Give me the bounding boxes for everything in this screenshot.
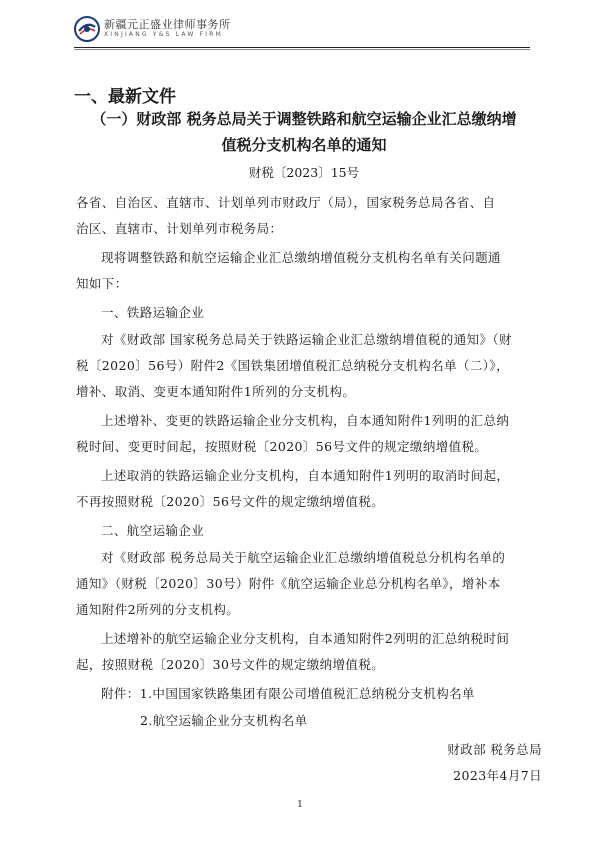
doc-title-line1: （一）财政部 税务总局关于调整铁路和航空运输企业汇总缴纳增 bbox=[91, 110, 517, 128]
signature-issuer: 财政部 税务总局 bbox=[447, 742, 542, 757]
body-line: 对《财政部 国家税务总局关于铁路运输企业汇总缴纳增值税的通知》（财 bbox=[101, 332, 512, 347]
body-line: 增补、取消、变更本通知附件1所列的分支机构。 bbox=[76, 384, 356, 399]
page-header bbox=[74, 14, 534, 46]
signature-date: 2023年4月7日 bbox=[453, 768, 542, 783]
doc-title-line2: 值税分支机构名单的通知 bbox=[221, 136, 387, 154]
attachment-line: 附件：1.中国国家铁路集团有限公司增值税汇总纳税分支机构名单 bbox=[101, 686, 475, 701]
body-line: 治区、直辖市、计划单列市税务局： bbox=[76, 221, 283, 236]
body-line: 上述取消的铁路运输企业分支机构，自本通知附件1列明的取消时间起， bbox=[101, 468, 510, 483]
body-line: 知如下： bbox=[76, 276, 128, 291]
attachment-line: 2.航空运输企业分支机构名单 bbox=[140, 713, 308, 728]
doc-number: 财税〔2023〕15号 bbox=[248, 165, 360, 180]
body-line: 税〔2020〕56号）附件2《国铁集团增值税汇总纳税分支机构名单（二）》， bbox=[76, 358, 509, 373]
firm-name-en: XINJIANG Y&S LAW FIRM bbox=[104, 31, 223, 38]
header-rule-thin bbox=[74, 49, 530, 50]
section-title: 一、最新文件 bbox=[74, 87, 176, 107]
firm-logo-icon bbox=[74, 16, 100, 42]
body-line: 一、铁路运输企业 bbox=[101, 305, 205, 320]
body-line: 对《财政部 税务总局关于航空运输企业汇总缴纳增值税总分机构名单的 bbox=[101, 550, 506, 565]
body-line: 通知》（财税〔2020〕30号）附件《航空运输企业总分机构名单》，增补本 bbox=[76, 576, 501, 591]
body-line: 上述增补的航空运输企业分支机构，自本通知附件2列明的汇总纳税时间 bbox=[101, 631, 510, 646]
page-number: 1 bbox=[297, 800, 303, 810]
firm-name-cn: 新疆元正盛业律师事务所 bbox=[104, 18, 231, 31]
body-line: 上述增补、变更的铁路运输企业分支机构，自本通知附件1列明的汇总纳 bbox=[101, 413, 510, 428]
header-rule bbox=[74, 47, 530, 48]
body-line: 各省、自治区、直辖市、计划单列市财政厅（局），国家税务总局各省、自 bbox=[76, 195, 496, 210]
body-line: 二、航空运输企业 bbox=[101, 523, 205, 538]
body-line: 通知附件2所列的分支机构。 bbox=[76, 602, 240, 617]
body-line: 现将调整铁路和航空运输企业汇总缴纳增值税分支机构名单有关问题通 bbox=[101, 250, 501, 265]
body-line: 起，按照财税〔2020〕30号文件的规定缴纳增值税。 bbox=[76, 657, 385, 672]
body-line: 不再按照财税〔2020〕56号文件的规定缴纳增值税。 bbox=[76, 494, 385, 509]
body-line: 税时间、变更时间起，按照财税〔2020〕56号文件的规定缴纳增值税。 bbox=[76, 439, 488, 454]
